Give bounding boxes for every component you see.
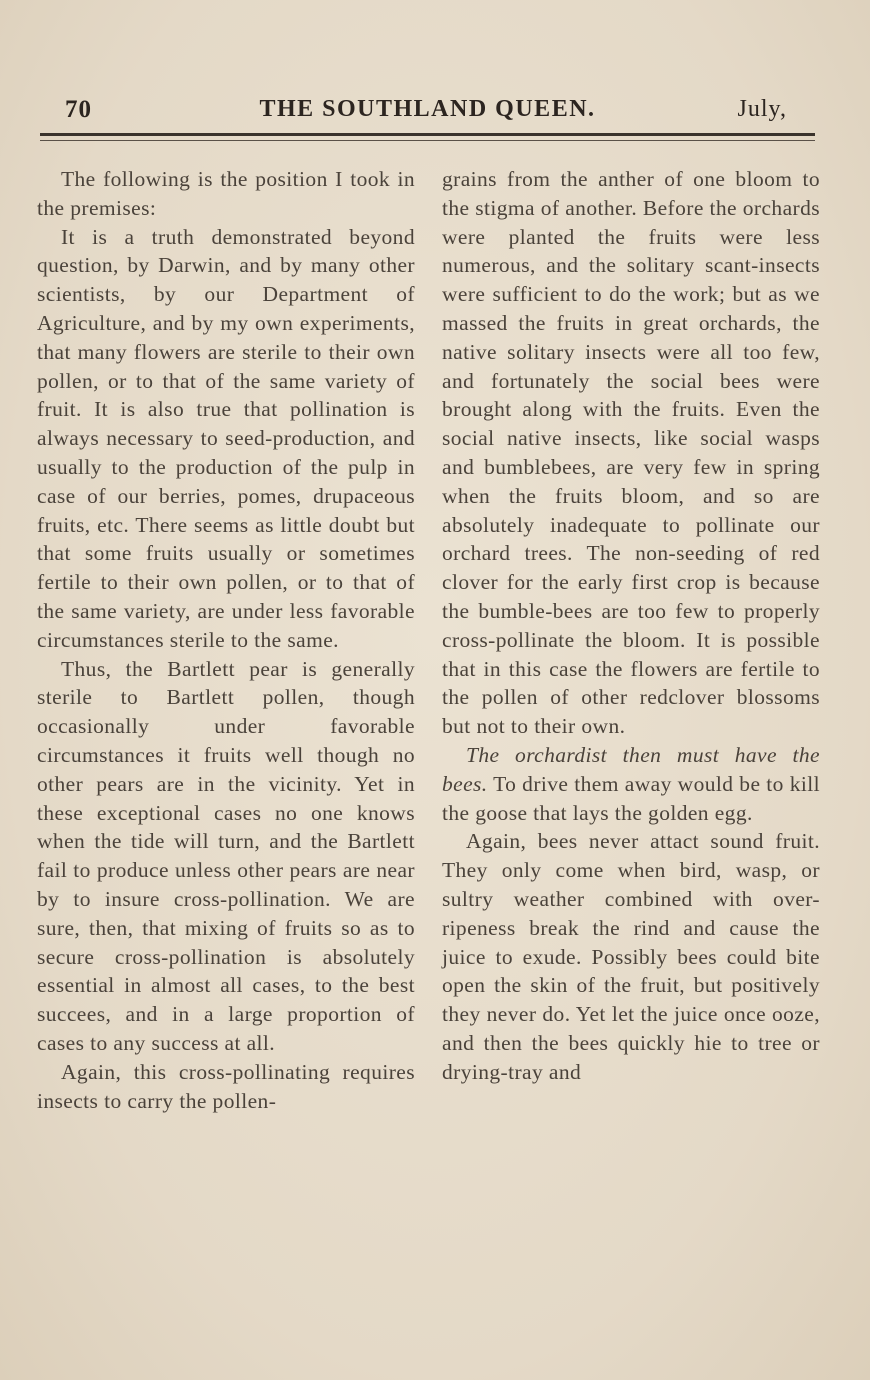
right-column — [442, 165, 820, 1087]
page-number: 70 — [65, 96, 92, 123]
paragraph: Again, bees never attact sound fruit. They only come when bird, wasp, or sultry weather combined with over-ripeness break the rind and cause the juice to exude. Possibly bees could bite open the skin of the fruit, but positively they never do. Yet let the juice once ooze, and then the bees quickly hie to tree or drying-tray and — [442, 829, 820, 1084]
header-rule-thin — [40, 140, 815, 141]
running-header — [40, 94, 815, 134]
paragraph-text: To drive them away would be to kill the goose that lays the golden egg. — [442, 771, 820, 825]
issue-month: July, — [737, 96, 787, 122]
journal-title: THE SOUTHLAND QUEEN. — [259, 96, 596, 122]
left-column — [37, 165, 415, 1115]
paragraph: grains from the anther of one bloom to the stigma of another. Before the orchards were planted the fruits were less numerous, and the solitary scant-insects were sufficient to do the work; but as we massed the fruits in great orchards, the native solitary insects were all too few, and fortunately the social bees were brought along with the fruits. Even the social native insects, like social wasps and bumblebees, are very few in spring when the fruits bloom, and so are absolutely inadequate to pollinate our orchard trees. The non-seeding of red clover for the early first crop is because the bumble-bees are too few to properly cross-pollinate the bloom. It is possible that in this case the flowers are fertile to the pollen of other redclover blossoms but not to their own. — [442, 167, 820, 739]
header-rule-thick — [40, 133, 815, 136]
paragraph: The following is the position I took in the premises: — [37, 167, 415, 220]
paragraph: Again, this cross-pollinating requires insects to carry the pollen- — [37, 1059, 415, 1113]
paragraph: Thus, the Bartlett pear is generally sterile to Bartlett pollen, though occasionally under favorable circumstances it fruits well though no other pears are in the vicinity. Yet in these exceptional cases no one knows when the tide will turn, and the Bartlett fail to produce unless other pears are near by to insure cross-pollination. We are sure, then, that mixing of fruits so as to secure cross-pollination is absolutely essential in almost all cases, to the best succees, and in a large proportion of cases to any success at all. — [37, 656, 415, 1055]
italic-emphasis: The orchardist then must have the bees. — [442, 742, 820, 796]
paragraph — [442, 741, 820, 827]
paragraph: It is a truth demonstrated beyond question, by Darwin, and by many other scientists, by our Department of Agriculture, and by my own experiments, that many flowers are sterile to their own pollen, or to that of the same variety of fruit. It is also true that pollination is always necessary to seed-production, and usually to the production of the pulp in case of our berries, pomes, drupaceous fruits, etc. There seems as little doubt but that some fruits usually or sometimes fertile to their own pollen, or to that of the same variety, are under less favorable circumstances sterile to the same. — [37, 224, 415, 652]
